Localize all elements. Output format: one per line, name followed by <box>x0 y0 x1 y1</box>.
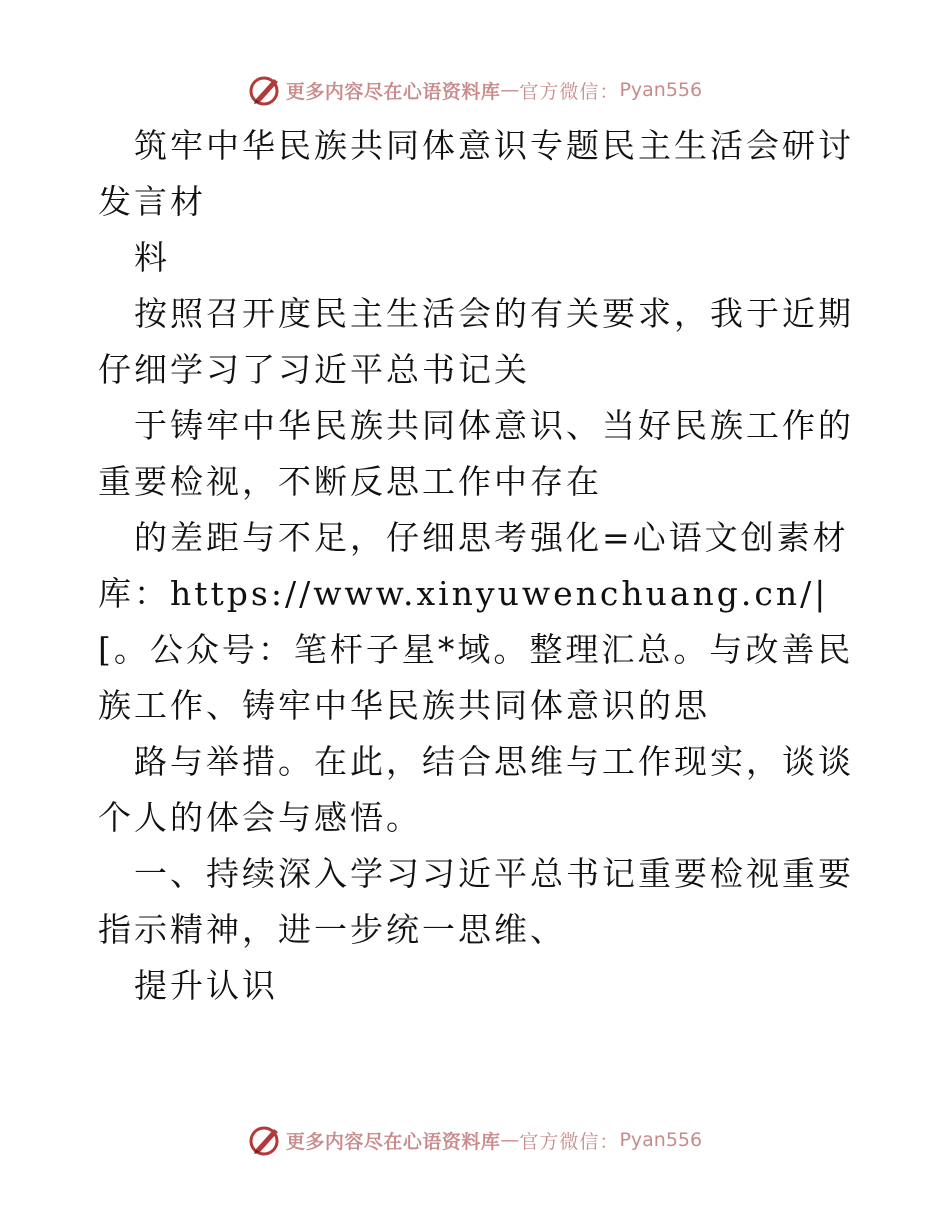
header-wechat-label: 官方微信： <box>519 80 620 103</box>
pen-circle-logo-icon <box>248 73 282 107</box>
paragraph-4: 路与举措。在此，结合思维与工作现实，谈谈个人的体会与感悟。 <box>98 742 854 837</box>
footer-wechat-id: Pyan556 <box>619 1129 703 1151</box>
header-main-text: 更多内容尽在心语资料库 <box>285 80 501 103</box>
section-heading-1: 一、持续深入学习习近平总书记重要检视重要指示精神，进一步统一思维、 <box>98 854 854 949</box>
footer-separator: — <box>500 1129 520 1151</box>
footer-main-text: 更多内容尽在心语资料库 <box>285 1130 501 1153</box>
paragraph-2: 于铸牢中华民族共同体意识、当好民族工作的重要检视，不断反思工作中存在 <box>98 406 854 501</box>
doc-title-line-1: 筑牢中华民族共同体意识专题民主生活会研讨发言材 <box>98 126 854 221</box>
header-watermark <box>0 70 950 110</box>
header-separator: — <box>500 79 520 101</box>
section-heading-1-cont: 提升认识 <box>134 966 278 1005</box>
doc-title-line-2: 料 <box>134 238 170 277</box>
paragraph-1: 按照召开度民主生活会的有关要求，我于近期仔细学习了习近平总书记关 <box>98 294 854 389</box>
footer-watermark <box>0 1120 950 1160</box>
footer-wechat-label: 官方微信： <box>519 1130 620 1153</box>
pen-circle-logo-icon <box>248 1123 282 1157</box>
document-body <box>98 118 858 1014</box>
paragraph-3: 的差距与不足，仔细思考强化=心语文创素材库：https://www.xinyuwenchuang.cn/|[。公众号：笔杆子星*域。整理汇总。与改善民族工作、铸牢中华民族共同体意识的思 <box>98 518 854 725</box>
header-wechat-id: Pyan556 <box>619 79 703 101</box>
